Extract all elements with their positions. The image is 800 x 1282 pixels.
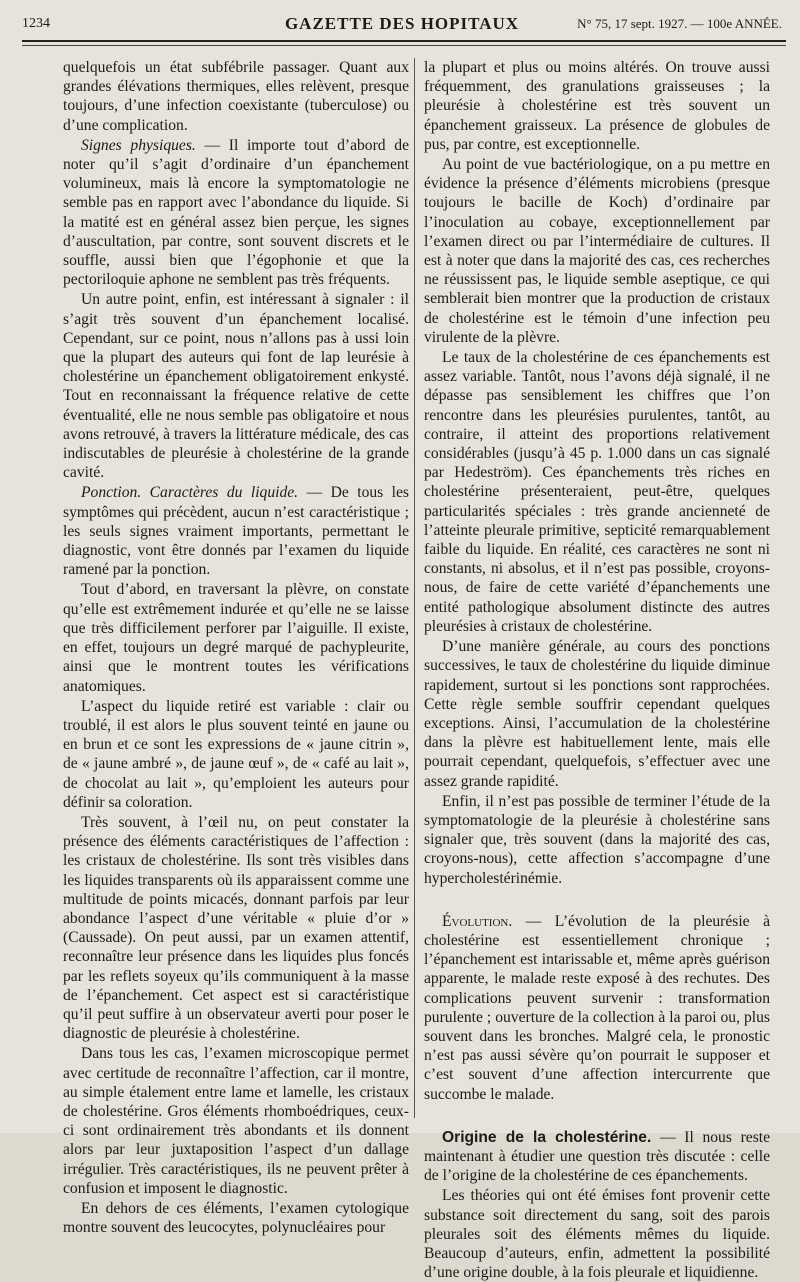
paragraph: Un autre point, enfin, est intéressant à signaler : il s’agit très souvent d’un épanchement localisé. Cependant, sur ce point, nous n’allons pas à ussi loin que la plupart des auteurs qui font de lap leurésie à cholestérine un épanchement obligatoirement enkysté. Tout en reconnaissant la fréquence relative de cette éventualité, elle ne nous semble pas obligatoire et nous avons retrouvé, à travers la littérature médicale, des cas indiscutables de pleurésie à cholestérine de la grande cavité.: [63, 291, 409, 482]
paragraph: Enfin, il n’est pas possible de terminer l’étude de la symptomatologie de la pleurésie à cholestérine sans signaler que, très souvent (dans la majorité des cas, croyons-nous), cette affection s’accompagne d’une hypercholestérinémie.: [424, 792, 770, 887]
page-number: 1234: [22, 16, 50, 31]
paragraph-text: — L’évolution de la pleurésie à cholestérine est essentiellement chronique ; l’épanchement est intarissable et, même après guérison apparente, le malade reste exposé à des rechutes. Des complications peuvent survenir : transformation purulente ; ouverture de la collection à la paroi ou, plus souvent dans les bronches. Malgré cela, le pronostic n’est pas aussi sévère qu’on pourrait le supposer et c’est souvent d’une affection intercurrente que succombe le malade.: [424, 912, 770, 1103]
paragraph: [424, 1128, 770, 1186]
paragraph: Tout d’abord, en traversant la plèvre, on constate qu’elle est extrêmement indurée et qu’elle ne se laisse que très difficilement perforer par l’aiguille. Il existe, en effet, toujours un degré marqué de pachypleurite, ainsi que le montrent toutes les vérifications anatomiques.: [63, 581, 409, 695]
paragraph: En dehors de ces éléments, l’examen cytologique montre souvent des leucocytes, polynucléaires pour: [63, 1199, 409, 1237]
paragraph: quelquefois un état subfébrile passager. Quant aux grandes élévations thermiques, elles relèvent, presque toujours, d’une infection coexistante (tuberculose) ou d’une complication.: [63, 59, 409, 134]
column-divider: [414, 58, 415, 1118]
right-column: [424, 58, 770, 1282]
section-heading: Évolution.: [442, 912, 513, 930]
paragraph: Très souvent, à l’œil nu, on peut constater la présence des éléments caractéristiques de l’affection : les cristaux de cholestérine. Ils sont très visibles dans les liquides transparents où ils apparaissent comme une multitude de points micacés, donnant parfois par leur abondance l’aspect d’une véritable « pluie d’or » (Caussade). On peut aussi, par un examen attentif, reconnaître leur présence dans les liquides plus foncés par les reflets soyeux qu’ils communiquent à la masse de l’épanchement. Cet aspect est si caractéristique qu’il peut suffire à un observateur averti pour poser le diagnostic de pleurésie à cholestérine.: [63, 813, 409, 1043]
section-heading: Signes physiques.: [81, 136, 196, 154]
paragraph-text: — Il importe tout d’abord de noter qu’il s’agit d’ordinaire d’un épanchement volumineux, mais là encore la symptomatologie ne semble pas en rapport avec l’abondance du liquide. Si la matité est en général assez bien perçue, les signes d’auscultation, par contre, sont souvent discrets et le souffle, aussi bien que l’égophonie et que la pectoriloquie aphone ne semblent pas très fréquents.: [63, 136, 409, 289]
section-heading: Origine de la cholestérine.: [442, 1128, 652, 1146]
paragraph: Les théories qui ont été émises font provenir cette substance soit directement du sang, soit des parois pleurales soit des éléments mêmes du liquide. Beaucoup d’auteurs, enfin, admettent la possibilité d’une origine double, à la fois pleurale et liquidienne.: [424, 1187, 770, 1282]
paragraph: Au point de vue bactériologique, on a pu mettre en évidence la présence d’éléments microbiens (presque toujours le bacille de Koch) d’ordinaire par l’inoculation au cobaye, exceptionnellement par l’examen direct ou par l’intermédiaire de cultures. Il est à noter que dans la majorité des cas, ces recherches ne réussissent pas, le liquide semble aseptique, ce qui semblerait bien montrer que la production de cristaux de cholestérine est le témoin d’une infection peu virulente de la plèvre.: [424, 156, 770, 346]
paragraph-text: — Il nous reste maintenant à étudier une question très discutée : celle de l’origine de la cholestérine de ces épanchements.: [424, 1128, 771, 1185]
left-column: [63, 58, 409, 1237]
paragraph-text: — De tous les symptômes qui précèdent, aucun n’est caractéristique ; les seuls signes vraiment importants, permettant le diagnostic, vont être donnés par l’examen du liquide ramené par la ponction.: [63, 484, 410, 579]
running-header: [22, 14, 782, 38]
paragraph: [424, 912, 770, 1104]
section-heading: Ponction. Caractères du liquide.: [81, 484, 299, 502]
paragraph: Le taux de la cholestérine de ces épanchements est assez variable. Tantôt, nous l’avons déjà signalé, il ne dépasse pas sensiblement les chiffres que l’on rencontre dans les pleurésies purulentes, tantôt, au contraire, il atteint des proportions relativement considérables (jusqu’à 45 p. 1.000 dans un cas signalé par Hedeström). Ces épanchements très riches en cholestérine présenteraient, peut-être, quelques particularités spéciales : très grande ancienneté de l’atteinte pleurale primitive, septicité remarquablement faible du liquide. En réalité, ces caractères ne sont ni constants, ni absolus, et il n’est pas possible, croyons-nous, de faire de cette variété d’épanchements une entité pathologique absolument distincte des autres pleurésies à cristaux de cholestérine.: [424, 349, 770, 635]
paragraph: L’aspect du liquide retiré est variable : clair ou troublé, il est alors le plus souvent teinté en jaune ou en brun et ce sont les expressions de « jaune citrin », de « jaune ambré », de jaune œuf », de « café au lait », de chocolat au lait », qu’emploient les auteurs pour définir sa coloration.: [63, 697, 409, 811]
paragraph: D’une manière générale, au cours des ponctions successives, le taux de cholestérine du liquide diminue rapidement, surtout si les ponctions sont rapprochées. Cette règle semble souffrir cependant quelques exceptions. Ainsi, l’accumulation de la cholestérine dans la plèvre est habituellement lente, mais elle pourrait cependant, quelquefois, s’effectuer avec une assez grande rapidité.: [424, 638, 770, 790]
issue-info: N° 75, 17 sept. 1927. — 100e ANNÉE.: [577, 16, 782, 31]
journal-title: GAZETTE DES HOPITAUX: [284, 14, 520, 33]
paragraph: [63, 136, 409, 290]
header-rule-thin: [22, 45, 786, 46]
paragraph: [63, 483, 409, 579]
header-rule: [22, 40, 786, 42]
paragraph: la plupart et plus ou moins altérés. On trouve aussi fréquemment, des granulations graisseuses ; la pleurésie à cholestérine est très souvent un épanchement graisseux. La présence de globules de pus, par contre, est exceptionnelle.: [424, 59, 770, 153]
paragraph: Dans tous les cas, l’examen microscopique permet avec certitude de reconnaître l’affection, car il montre, au simple étalement entre lame et lamelle, les cristaux de cholestérine. Gros éléments rhomboédriques, ceux-ci sont ordinairement très abondants et ils donnent alors par leur juxtaposition l’aspect d’un dallage irrégulier. Très caractéristiques, ils ne peuvent prêter à confusion et imposent le diagnostic.: [63, 1045, 409, 1197]
